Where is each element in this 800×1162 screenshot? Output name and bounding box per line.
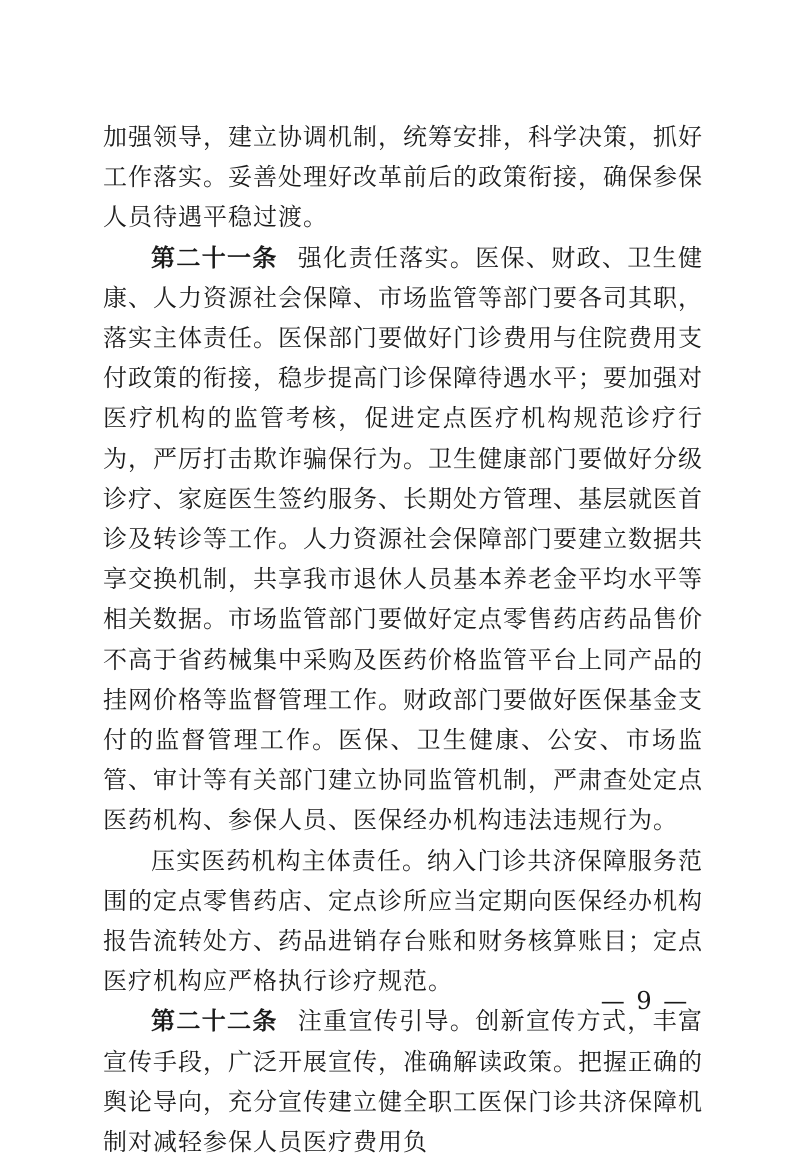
paragraph-text: 强化责任落实。医保、财政、卫生健康、人力资源社会保障、市场监管等部门要各司其职，落实主体责任。医保部门要做好门诊费用与住院费用支付政策的衔接，稳步提高门诊保障待遇水平；要加强对医疗机构的监管考核，促进定点医疗机构规范诊疗行为，严厉打击欺诈骗保行为。卫生健康部门要做好分级诊疗、家庭医生签约服务、长期处方管理、基层就医首诊及转诊等工作。人力资源社会保障部门要建立数据共享交换机制，共享我市退休人员基本养老金平均水平等相关数据。市场监管部门要做好定点零售药店药品售价不高于省药械集中采购及医药价格监管平台上同产品的挂网价格等监督管理工作。财政部门要做好医保基金支付的监督管理工作。医保、卫生健康、公安、市场监管、审计等有关部门建立协同监管机制，严肃查处定点医药机构、参保人员、医保经办机构违法违规行为。 (103, 243, 703, 835)
institution-responsibility-paragraph (103, 841, 703, 1002)
article-22-paragraph (103, 1001, 703, 1162)
paragraph-text: 注重宣传引导。创新宣传方式，丰富宣传手段，广泛开展宣传，准确解读政策。把握正确的舆论导向，充分宣传建立健全职工医保门诊共济保障机制对减轻参保人员医疗费用负 (103, 1007, 703, 1157)
paragraph-continuation (103, 117, 703, 238)
article-title: 第二十一条 (151, 243, 278, 272)
paragraph-text: 压实医药机构主体责任。纳入门诊共济保障服务范围的定点零售药店、定点诊所应当定期向医保经办机构报告流转处方、药品进销存台账和财务核算账目；定点医疗机构应严格执行诊疗规范。 (103, 846, 703, 996)
article-21-paragraph (103, 238, 703, 841)
page-number: — 9 — (600, 987, 690, 1015)
paragraph-text: 加强领导，建立协调机制，统筹安排，科学决策，抓好工作落实。妥善处理好改革前后的政策衔接，确保参保人员待遇平稳过渡。 (103, 123, 703, 232)
article-title: 第二十二条 (151, 1007, 278, 1036)
